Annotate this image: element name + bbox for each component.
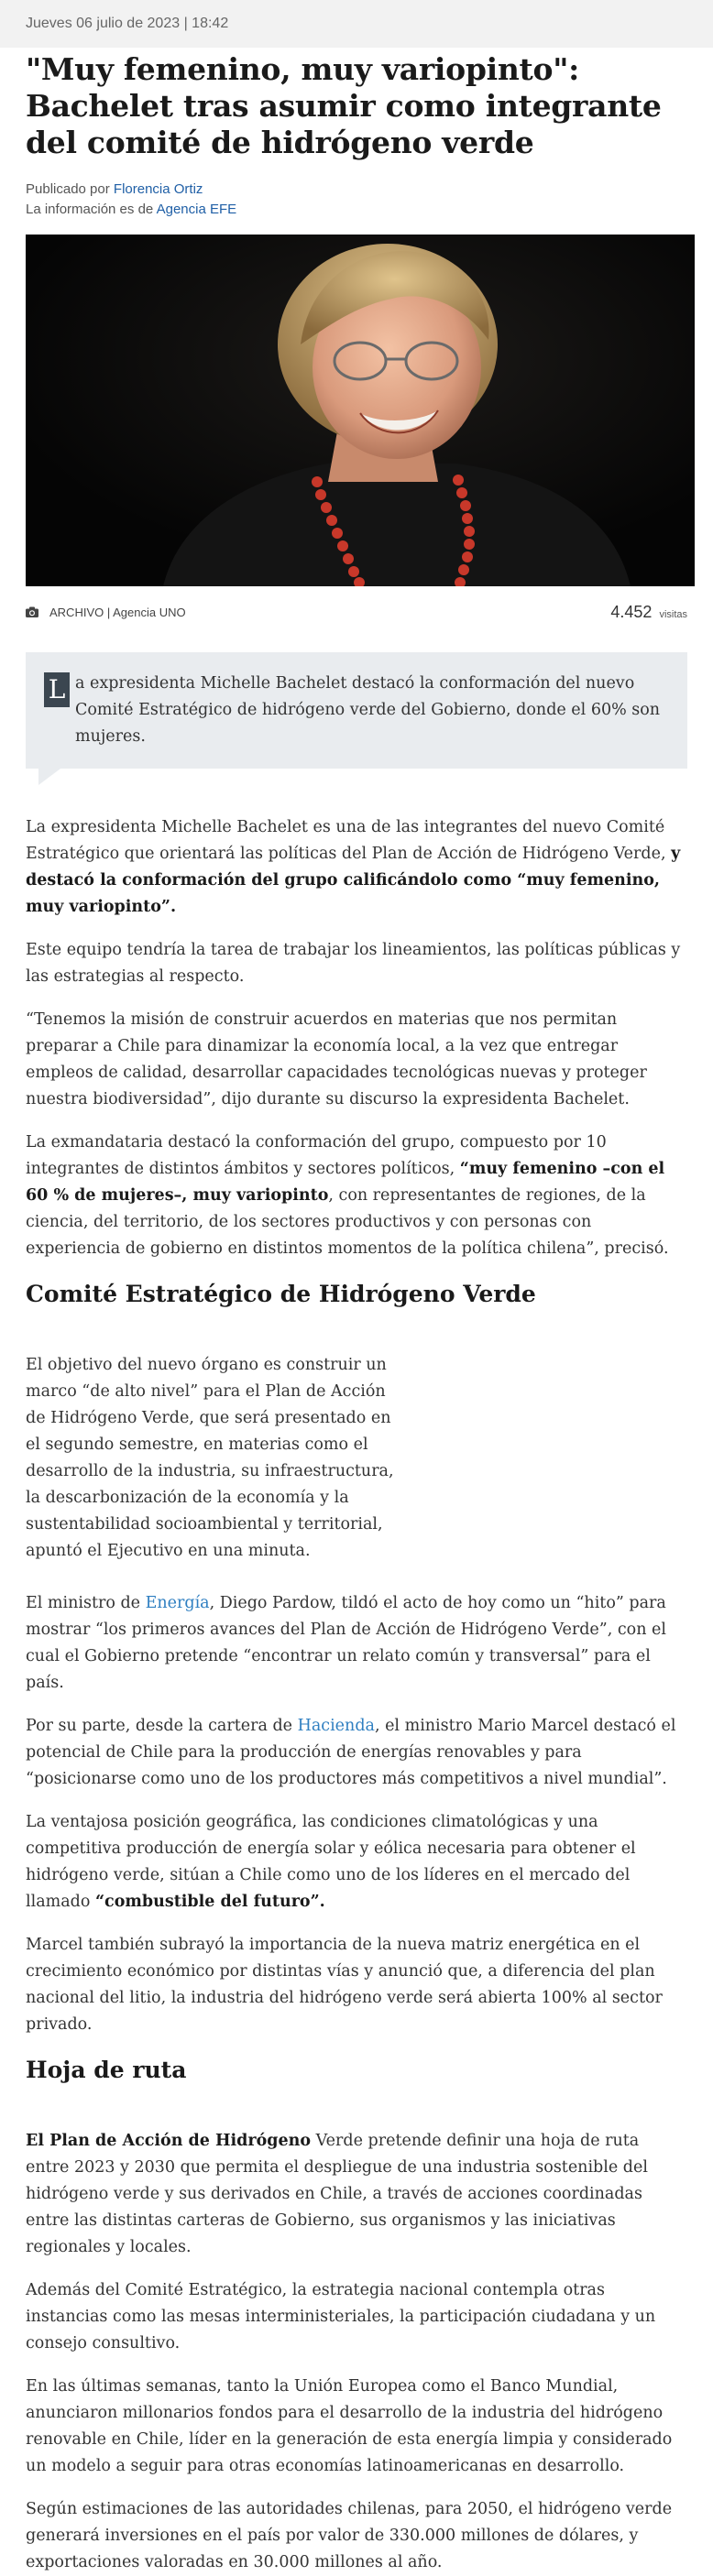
article-body [26,814,687,2576]
paragraph-highlight: “combustible del futuro”. [94,1893,325,1911]
lead-dropcap: L [44,672,70,707]
paragraph-text: , Diego Pardow, tildó el acto de hoy como un “hito” para mostrar “los primeros avances del Plan de Acción de Hidrógeno Verde”, con el cual el Gobierno pretende “encontrar un relato común y transversal” para el país. [26,1594,666,1692]
photo-caption-row [26,586,687,638]
paragraph-highlight: “muy femenino –con el 60 % de mujeres–, muy variopinto [26,1160,665,1205]
hacienda-link[interactable]: Hacienda [297,1717,375,1735]
lead-text: a expresidenta Michelle Bachelet destacó la conformación del nuevo Comité Estratégico de hidrógeno verde del Gobierno, donde el 60% son mujeres. [75,674,661,746]
paragraph [26,814,687,921]
paragraph-highlight: y destacó la conformación del grupo calificándolo como “muy femenino, muy variopinto”. [26,845,681,916]
paragraph: Marcel también subrayó la importancia de la nueva matriz energética en el crecimiento económico por distintas vías y anunció que, a diferencia del plan nacional del litio, la industria del hidrógeno verde será abierta 100% al sector privado. [26,1936,663,2034]
paragraph-text: , el ministro Mario Marcel destacó el potencial de Chile para la producción de energías renovables y para “posicionarse como uno de los productores más competitivos a nivel mundial”. [26,1717,676,1788]
article-meta [26,180,687,220]
article-container [0,48,713,2576]
source-line [26,200,687,220]
article-photo[interactable] [26,235,695,586]
paragraph [26,1713,687,1793]
paragraph-text: Por su parte, desde la cartera de [26,1717,298,1735]
paragraph [26,1130,687,1262]
author-line [26,180,687,200]
paragraph-text: El ministro de [26,1594,146,1612]
paragraph-highlight: El Plan de Acción de Hidrógeno [26,2132,312,2150]
section-heading-comite: Comité Estratégico de Hidrógeno Verde [26,1281,536,1307]
paragraph: Además del Comité Estratégico, la estrategia nacional contempla otras instancias como las mesas interministeriales, la participación ciudadana y un consejo consultivo. [26,2281,656,2352]
section-heading-hoja: Hoja de ruta [26,2057,187,2083]
paragraph-text: La exmandataria destacó la conformación del grupo, compuesto por 10 integrantes de distintos ámbitos y sectores políticos, [26,1133,607,1178]
paragraph: “Tenemos la misión de construir acuerdos en materias que nos permitan preparar a Chile para dinamizar la economía local, a la vez que entregar empleos de calidad, desarrollar capacidades tecnológicas nuevas y proteger nuestra biodiversidad”, dijo durante su discurso la expresidenta Bachelet. [26,1010,647,1108]
energia-link[interactable]: Energía [145,1594,210,1612]
visits-count: 4.452 [610,602,653,621]
lead-box [26,652,687,769]
visit-counter [610,603,687,622]
photo-illustration [26,235,695,586]
author-link[interactable]: Florencia Ortiz [113,181,203,197]
paragraph [26,1809,687,1916]
paragraph: El objetivo del nuevo órgano es construir un marco “de alto nivel” para el Plan de Acción de Hidrógeno Verde, que será presentado en el segundo semestre, en materias como el desarrollo de la industria, su infraestructura, la descarbonización de la economía y la sustentabilidad socioambiental y territorial, apuntó el Ejecutivo en una minuta. [26,1356,394,1560]
camera-icon [26,606,38,617]
publish-date: Jueves 06 julio de 2023 | 18:42 [26,16,229,31]
paragraph [26,1590,687,1697]
article-title: "Muy femenino, muy variopinto": Bachelet tras asumir como integrante del comité de hidrógeno verde [26,51,662,160]
paragraph-text: La expresidenta Michelle Bachelet es una de las integrantes del nuevo Comité Estratégico que orientará las políticas del Plan de Acción de Hidrógeno Verde, [26,818,672,863]
paragraph: Según estimaciones de las autoridades chilenas, para 2050, el hidrógeno verde generará inversiones en el país por valor de 330.000 millones de dólares, y exportaciones valoradas en 30.000 millones al año. [26,2500,673,2571]
visits-label: visitas [659,608,687,620]
photo-credit: ARCHIVO | Agencia UNO [49,605,186,619]
paragraph: En las últimas semanas, tanto la Unión Europea como el Banco Mundial, anunciaron millonarios fondos para el desarrollo de la industria del hidrógeno renovable en Chile, líder en la generación de esta energía limpia y considerado un modelo a seguir para otras economías latinoamericanas en desarrollo. [26,2377,673,2475]
paragraph-text: La ventajosa posición geográfica, las condiciones climatológicas y una competitiva producción de energía solar y eólica necesaria para obtener el hidrógeno verde, sitúan a Chile como uno de los líderes en el mercado del llamado [26,1813,636,1911]
published-prefix: Publicado por [26,181,110,197]
photo-caption [26,606,186,619]
paragraph-text: , con representantes de regiones, de la ciencia, del territorio, de los sectores productivos y con personas con experiencia de gobierno en distintos momentos de la política chilena”, precisó. [26,1186,669,1258]
source-link[interactable]: Agencia EFE [156,202,237,217]
paragraph [26,2128,687,2261]
paragraph: Este equipo tendría la tarea de trabajar los lineamientos, las políticas públicas y las estrategias al respecto. [26,941,681,986]
date-bar [0,0,713,48]
paragraph-text: Verde pretende definir una hoja de ruta entre 2023 y 2030 que permita el despliegue de una industria sostenible del hidrógeno verde y sus derivados en Chile, a través de acciones coordinadas entre las distintas carteras de Gobierno, sus organismos y las iniciativas regionales y locales. [26,2132,648,2256]
source-prefix: La información es de [26,202,154,217]
